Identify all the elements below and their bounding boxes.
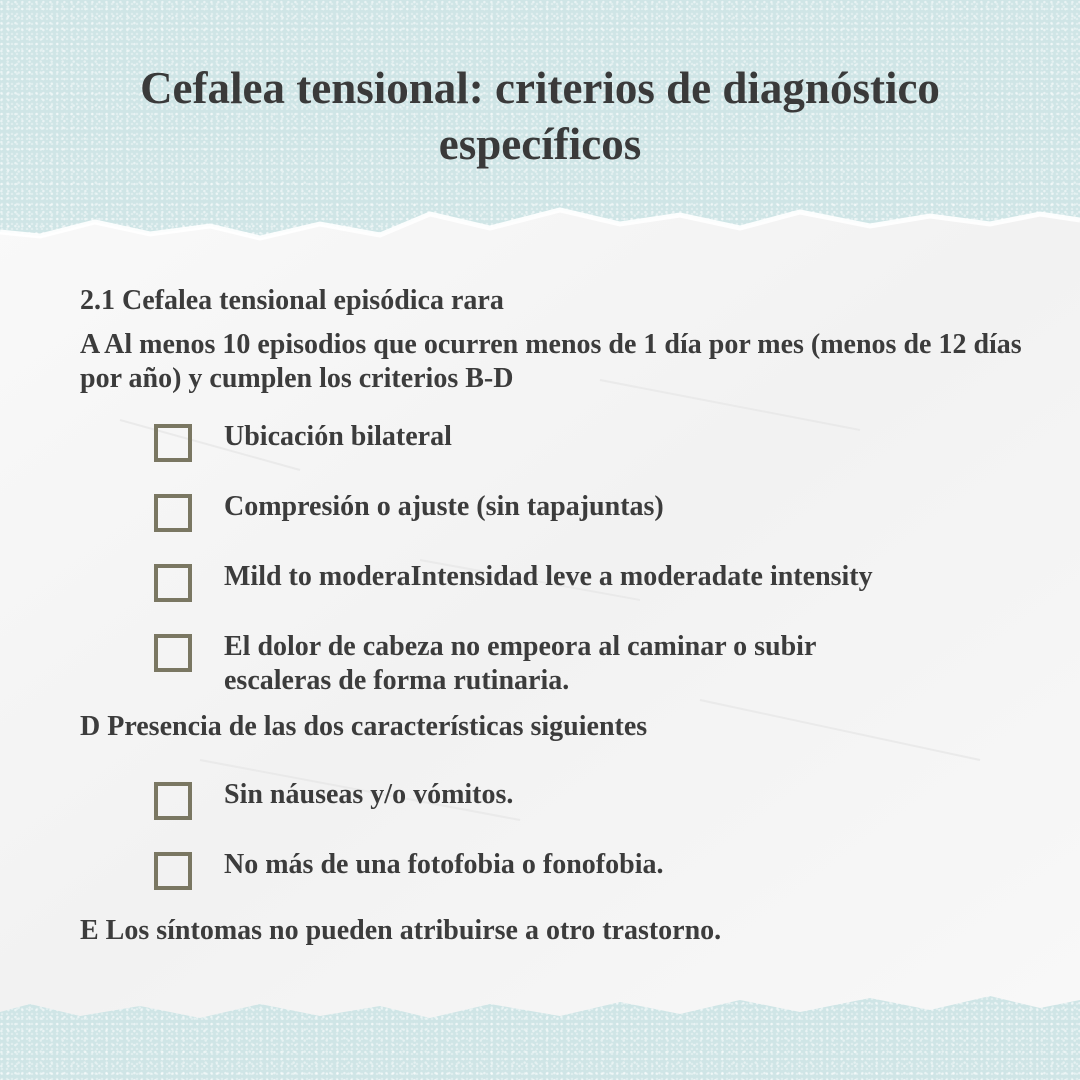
checklist-item-label: Compresión o ajuste (sin tapajuntas)	[224, 491, 664, 522]
checkbox[interactable]	[154, 852, 192, 890]
checkbox[interactable]	[154, 634, 192, 672]
checklist-criteria-c	[80, 420, 1030, 698]
checklist-item[interactable]	[154, 560, 1030, 604]
checklist-item-label: Sin náuseas y/o vómitos.	[224, 779, 514, 810]
criterion-d: D Presencia de las dos características siguientes	[80, 711, 648, 742]
page-title: Cefalea tensional: criterios de diagnóstico específicos	[140, 63, 940, 169]
checkbox[interactable]	[154, 782, 192, 820]
checkbox[interactable]	[154, 494, 192, 532]
checklist-item[interactable]	[154, 490, 1030, 534]
criterion-e: E Los síntomas no pueden atribuirse a otro trastorno.	[80, 915, 722, 946]
criteria-content	[80, 284, 1030, 948]
checklist-item-label: Ubicación bilateral	[224, 421, 452, 452]
checklist-item-label: El dolor de cabeza no empeora al caminar o subir escaleras de forma rutinaria.	[224, 631, 816, 696]
criterion-a: A Al menos 10 episodios que ocurren menos de 1 día por mes (menos de 12 días por año) y cumplen los criterios B-D	[80, 329, 1022, 394]
section-heading: 2.1 Cefalea tensional episódica rara	[80, 285, 504, 316]
checkbox[interactable]	[154, 424, 192, 462]
checklist-item[interactable]	[154, 848, 1030, 892]
checklist-item[interactable]	[154, 778, 1030, 822]
checklist-item-label: Mild to moderaIntensidad leve a moderadate intensity	[224, 561, 873, 592]
checklist-item[interactable]	[154, 630, 1030, 698]
checklist-item[interactable]	[154, 420, 1030, 464]
checklist-criteria-d	[80, 778, 1030, 892]
checklist-item-label: No más de una fotofobia o fonofobia.	[224, 849, 664, 880]
checkbox[interactable]	[154, 564, 192, 602]
